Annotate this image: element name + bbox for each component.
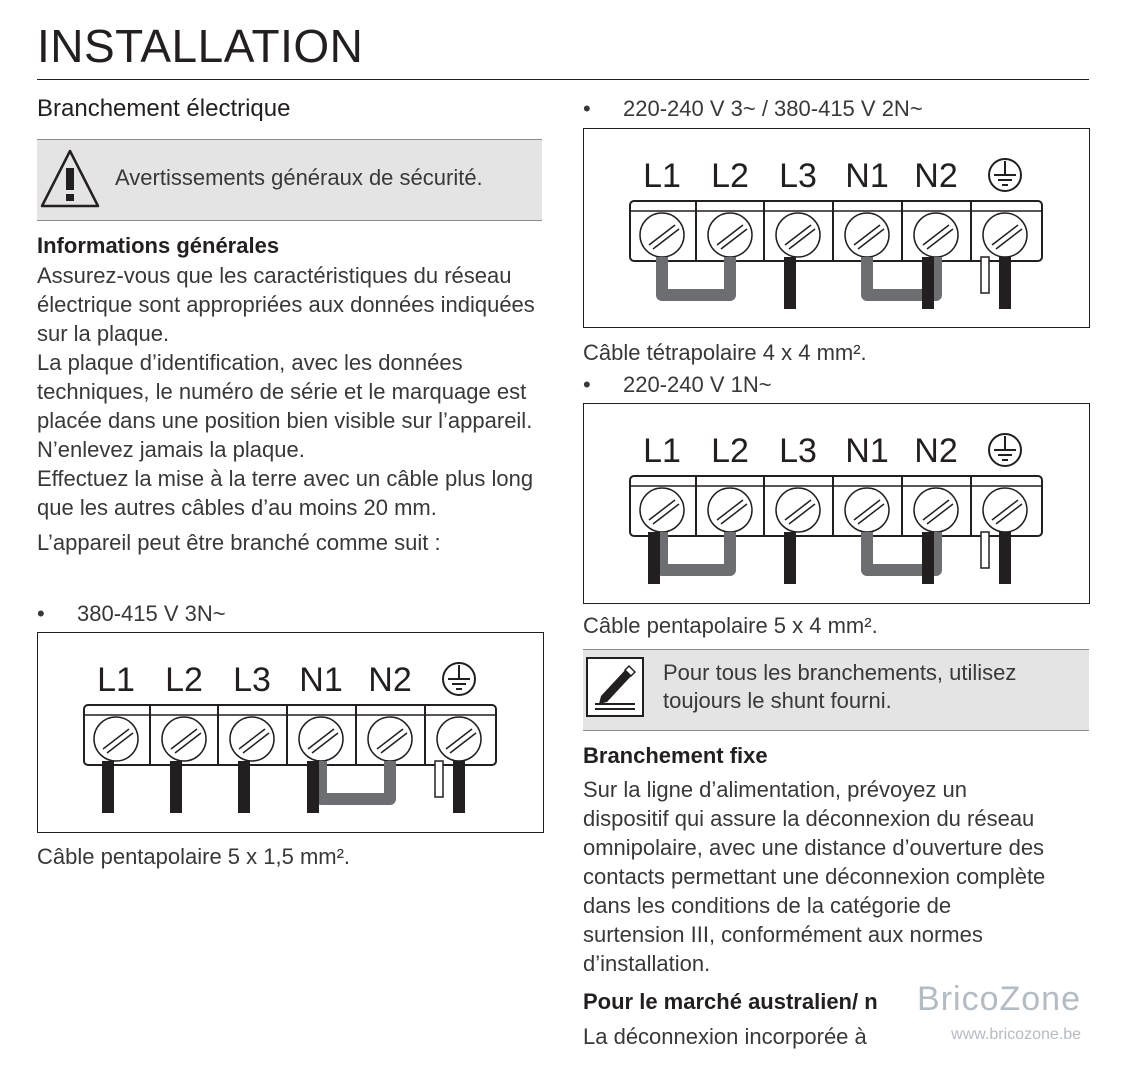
text-line: d’installation.: [583, 951, 711, 976]
ground-icon: [989, 434, 1021, 466]
terminal-label: L1: [643, 432, 681, 470]
cable-wire: [784, 532, 796, 584]
cable-wire: [307, 761, 319, 813]
earth-lead: [981, 532, 989, 568]
terminal-block-body: [630, 476, 1042, 536]
shunt-bridge: [662, 257, 730, 295]
cable-wire: [999, 257, 1011, 309]
terminal-label: L1: [643, 157, 681, 195]
diagram-caption: Câble tétrapolaire 4 x 4 mm².: [583, 340, 867, 365]
terminal-label: N2: [368, 661, 412, 699]
note-line: Pour tous les branchements, utilisez: [663, 660, 1017, 685]
cable-wire: [102, 761, 114, 813]
terminal-label: L2: [165, 661, 203, 699]
diagram-caption: Câble pentapolaire 5 x 1,5 mm².: [37, 844, 351, 869]
cable-wire: [999, 532, 1011, 584]
warning-text: Avertissements généraux de sécurité.: [115, 165, 483, 190]
title-divider: [37, 79, 1089, 80]
bullet-dot: •: [37, 601, 45, 626]
australian-market-heading: Pour le marché australien/ n: [583, 989, 878, 1014]
general-info-body: [37, 261, 542, 557]
fixed-connection-body: [583, 775, 1089, 978]
terminal-block-drawing: [584, 129, 1089, 327]
terminal-diagram-3: [583, 403, 1090, 604]
text-line: dispositif qui assure la déconnexion du réseau: [583, 806, 1035, 831]
earth-lead: [435, 761, 443, 797]
text-line: omnipolaire, avec une distance d’ouverture des: [583, 835, 1045, 860]
paragraph: N’enlevez jamais la plaque.: [37, 437, 305, 462]
page-title: INSTALLATION: [37, 20, 364, 72]
terminal-block-body: [84, 705, 496, 765]
text-line: contacts permettant une déconnexion complète: [583, 864, 1046, 889]
ground-icon: [443, 663, 475, 695]
bullet-dot: •: [583, 96, 591, 121]
text-line: dans les conditions de la catégorie de: [583, 893, 952, 918]
terminal-block-drawing: [38, 633, 543, 832]
terminal-label: L1: [97, 661, 135, 699]
terminal-label: N2: [914, 432, 958, 470]
terminal-diagram-1: [37, 632, 544, 833]
shunt-bridge: [321, 761, 390, 799]
paragraph: Effectuez la mise à la terre avec un câble plus long que les autres câbles d’au moins 20 mm.: [37, 466, 534, 520]
cable-wire: [922, 532, 934, 584]
paragraph: Assurez-vous que les caractéristiques du réseau électrique sont appropriées aux données indiquées sur la plaque.: [37, 263, 535, 346]
cable-wire: [922, 257, 934, 309]
voltage-label: 380-415 V 3N~: [77, 601, 226, 626]
warning-triangle-icon: [39, 148, 101, 210]
terminal-diagram-2: [583, 128, 1090, 328]
bullet-voltage-2: [583, 95, 923, 123]
diagram-caption: Câble pentapolaire 5 x 4 mm².: [583, 613, 878, 638]
pencil-note-icon: [585, 656, 647, 720]
terminal-label: L2: [711, 157, 749, 195]
fixed-connection-heading: Branchement fixe: [583, 743, 768, 768]
bullet-voltage-1: [37, 600, 226, 628]
watermark-url: www.bricozone.be: [951, 1026, 1081, 1043]
terminal-label: N1: [299, 661, 343, 699]
bullet-voltage-3: [583, 371, 772, 399]
terminal-label: L2: [711, 432, 749, 470]
bullet-dot: •: [583, 372, 591, 397]
terminal-label: L3: [779, 157, 817, 195]
note-text: [663, 659, 1016, 715]
cable-wire: [784, 257, 796, 309]
earth-lead: [981, 257, 989, 293]
watermark-logo: BricoZone: [917, 980, 1081, 1018]
terminal-block-body: [630, 201, 1042, 261]
warning-box: [37, 139, 542, 221]
voltage-label: 220-240 V 3~ / 380-415 V 2N~: [623, 96, 923, 121]
terminal-label: N2: [914, 157, 958, 195]
voltage-label: 220-240 V 1N~: [623, 372, 772, 397]
cable-wire: [238, 761, 250, 813]
general-info-heading: Informations générales: [37, 233, 280, 258]
terminal-label: L3: [233, 661, 271, 699]
paragraph: La plaque d’identification, avec les données techniques, le numéro de série et le marquage est placée dans une position bien visible sur l’appareil.: [37, 350, 533, 433]
cable-wire: [453, 761, 465, 813]
note-line: toujours le shunt fourni.: [663, 688, 892, 713]
terminal-label: N1: [845, 432, 889, 470]
shunt-bridge: [662, 532, 730, 570]
text-line: Sur la ligne d’alimentation, prévoyez un: [583, 777, 968, 802]
cable-wire: [648, 532, 660, 584]
terminal-label: L3: [779, 432, 817, 470]
cable-wire: [170, 761, 182, 813]
terminal-block-drawing: [584, 404, 1089, 603]
text-line: surtension III, conformément aux normes: [583, 922, 983, 947]
note-box: [583, 649, 1089, 731]
terminal-label: N1: [845, 157, 889, 195]
ground-icon: [989, 159, 1021, 191]
paragraph: L’appareil peut être branché comme suit :: [37, 530, 441, 555]
section-heading: Branchement électrique: [37, 95, 291, 122]
australian-market-text: La déconnexion incorporée à: [583, 1024, 867, 1049]
